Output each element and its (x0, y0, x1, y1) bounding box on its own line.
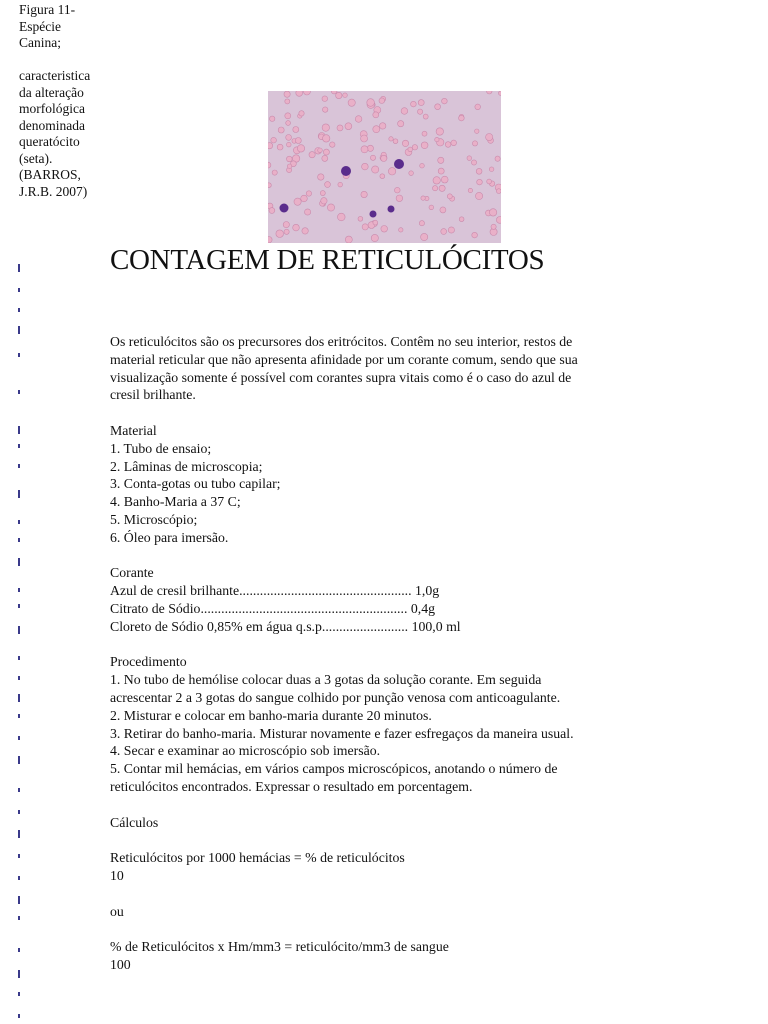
margin-mark (18, 520, 20, 524)
margin-mark (18, 694, 20, 702)
margin-mark (18, 656, 20, 660)
margin-mark (18, 916, 20, 920)
margin-mark (18, 676, 20, 680)
figure-caption (19, 2, 109, 200)
margin-mark (18, 588, 20, 592)
margin-mark (18, 426, 20, 434)
procedimento-item: 2. Misturar e colocar em banho-maria durante 20 minutos. (110, 707, 432, 723)
caption-line: caracteristica (19, 68, 91, 83)
material-item: 4. Banho-Maria a 37 C; (110, 494, 241, 510)
material-item: 6. Óleo para imersão. (110, 529, 229, 545)
corante-item: Cloreto de Sódio 0,85% em água q.s.p......................... 100,0 ml (110, 618, 461, 634)
caption-line: Espécie (19, 18, 61, 34)
margin-mark (18, 810, 20, 814)
corante-item: Azul de cresil brilhante.................................................. 1,0g (110, 583, 440, 599)
intro-line: material reticular que não apresenta afinidade por um corante comum, sendo que sua (110, 351, 578, 367)
caption-line: denominada (19, 117, 85, 133)
caption-line: J.R.B. 2007) (19, 183, 88, 199)
margin-mark (18, 464, 20, 468)
material-item: 3. Conta-gotas ou tubo capilar; (110, 476, 281, 492)
caption-line: morfológica (19, 101, 85, 116)
margin-mark (18, 736, 20, 740)
margin-mark (18, 854, 20, 858)
margin-mark (18, 353, 20, 357)
margin-mark (18, 830, 20, 838)
caption-line: queratócito (19, 134, 80, 149)
margin-mark (18, 558, 20, 566)
margin-mark (18, 490, 20, 498)
section-heading-corante: Corante (110, 565, 154, 581)
margin-marks (18, 258, 26, 1024)
margin-mark (18, 264, 20, 272)
section-heading-procedimento: Procedimento (110, 654, 187, 670)
formula-1-denominator: 10 (110, 867, 124, 883)
margin-mark (18, 326, 20, 334)
corante-item: Citrato de Sódio............................................................ 0,4g (110, 600, 435, 616)
intro-line: cresil brilhante. (110, 387, 196, 403)
margin-mark (18, 444, 20, 448)
formula-separator: ou (110, 903, 124, 919)
formula-2-denominator: 100 (110, 956, 131, 972)
section-heading-calculos: Cálculos (110, 814, 159, 830)
formula-2: % de Reticulócitos x Hm/mm3 = reticulócito/mm3 de sangue (110, 939, 449, 955)
intro-line: Os reticulócitos são os precursores dos eritrócitos. Contêm no seu interior, restos de (110, 334, 573, 349)
material-item: 2. Lâminas de microscopia; (110, 458, 263, 474)
margin-mark (18, 896, 20, 904)
caption-line: (seta). (19, 150, 53, 166)
margin-mark (18, 288, 20, 292)
margin-mark (18, 626, 20, 634)
margin-mark (18, 390, 20, 394)
margin-mark (18, 714, 20, 718)
caption-line: da alteração (19, 84, 84, 100)
caption-line: (BARROS, (19, 167, 81, 182)
margin-mark (18, 756, 20, 764)
margin-mark (18, 992, 20, 996)
caption-line: Canina; (19, 35, 61, 50)
margin-mark (18, 604, 20, 608)
margin-mark (18, 948, 20, 952)
intro-line: visualização somente é possível com corantes supra vitais como é o caso do azul de (110, 369, 572, 385)
procedimento-item: acrescentar 2 a 3 gotas do sangue colhido por punção venosa com anticoagulante. (110, 689, 561, 705)
micrograph-image (268, 91, 501, 243)
margin-mark (18, 1014, 20, 1018)
document-body (110, 333, 650, 974)
material-item: 5. Microscópio; (110, 511, 198, 527)
procedimento-item: 1. No tubo de hemólise colocar duas a 3 gotas da solução corante. Em seguida (110, 672, 542, 688)
material-item: 1. Tubo de ensaio; (110, 440, 212, 456)
margin-mark (18, 308, 20, 312)
margin-mark (18, 788, 20, 792)
procedimento-item: 3. Retirar do banho-maria. Misturar novamente e fazer esfregaços da maneira usual. (110, 725, 574, 741)
procedimento-item: 4. Secar e examinar ao microscópio sob imersão. (110, 743, 381, 759)
procedimento-item: reticulócitos encontrados. Expressar o resultado em porcentagem. (110, 778, 473, 794)
page-title: CONTAGEM DE RETICULÓCITOS (110, 244, 545, 276)
section-heading-material: Material (110, 422, 157, 438)
margin-mark (18, 538, 20, 542)
margin-mark (18, 970, 20, 978)
caption-line: Figura 11- (19, 2, 76, 17)
margin-mark (18, 876, 20, 880)
blood-smear-micrograph (268, 91, 501, 243)
procedimento-item: 5. Contar mil hemácias, em vários campos microscópicos, anotando o número de (110, 761, 558, 777)
formula-1: Reticulócitos por 1000 hemácias = % de reticulócitos (110, 850, 405, 866)
